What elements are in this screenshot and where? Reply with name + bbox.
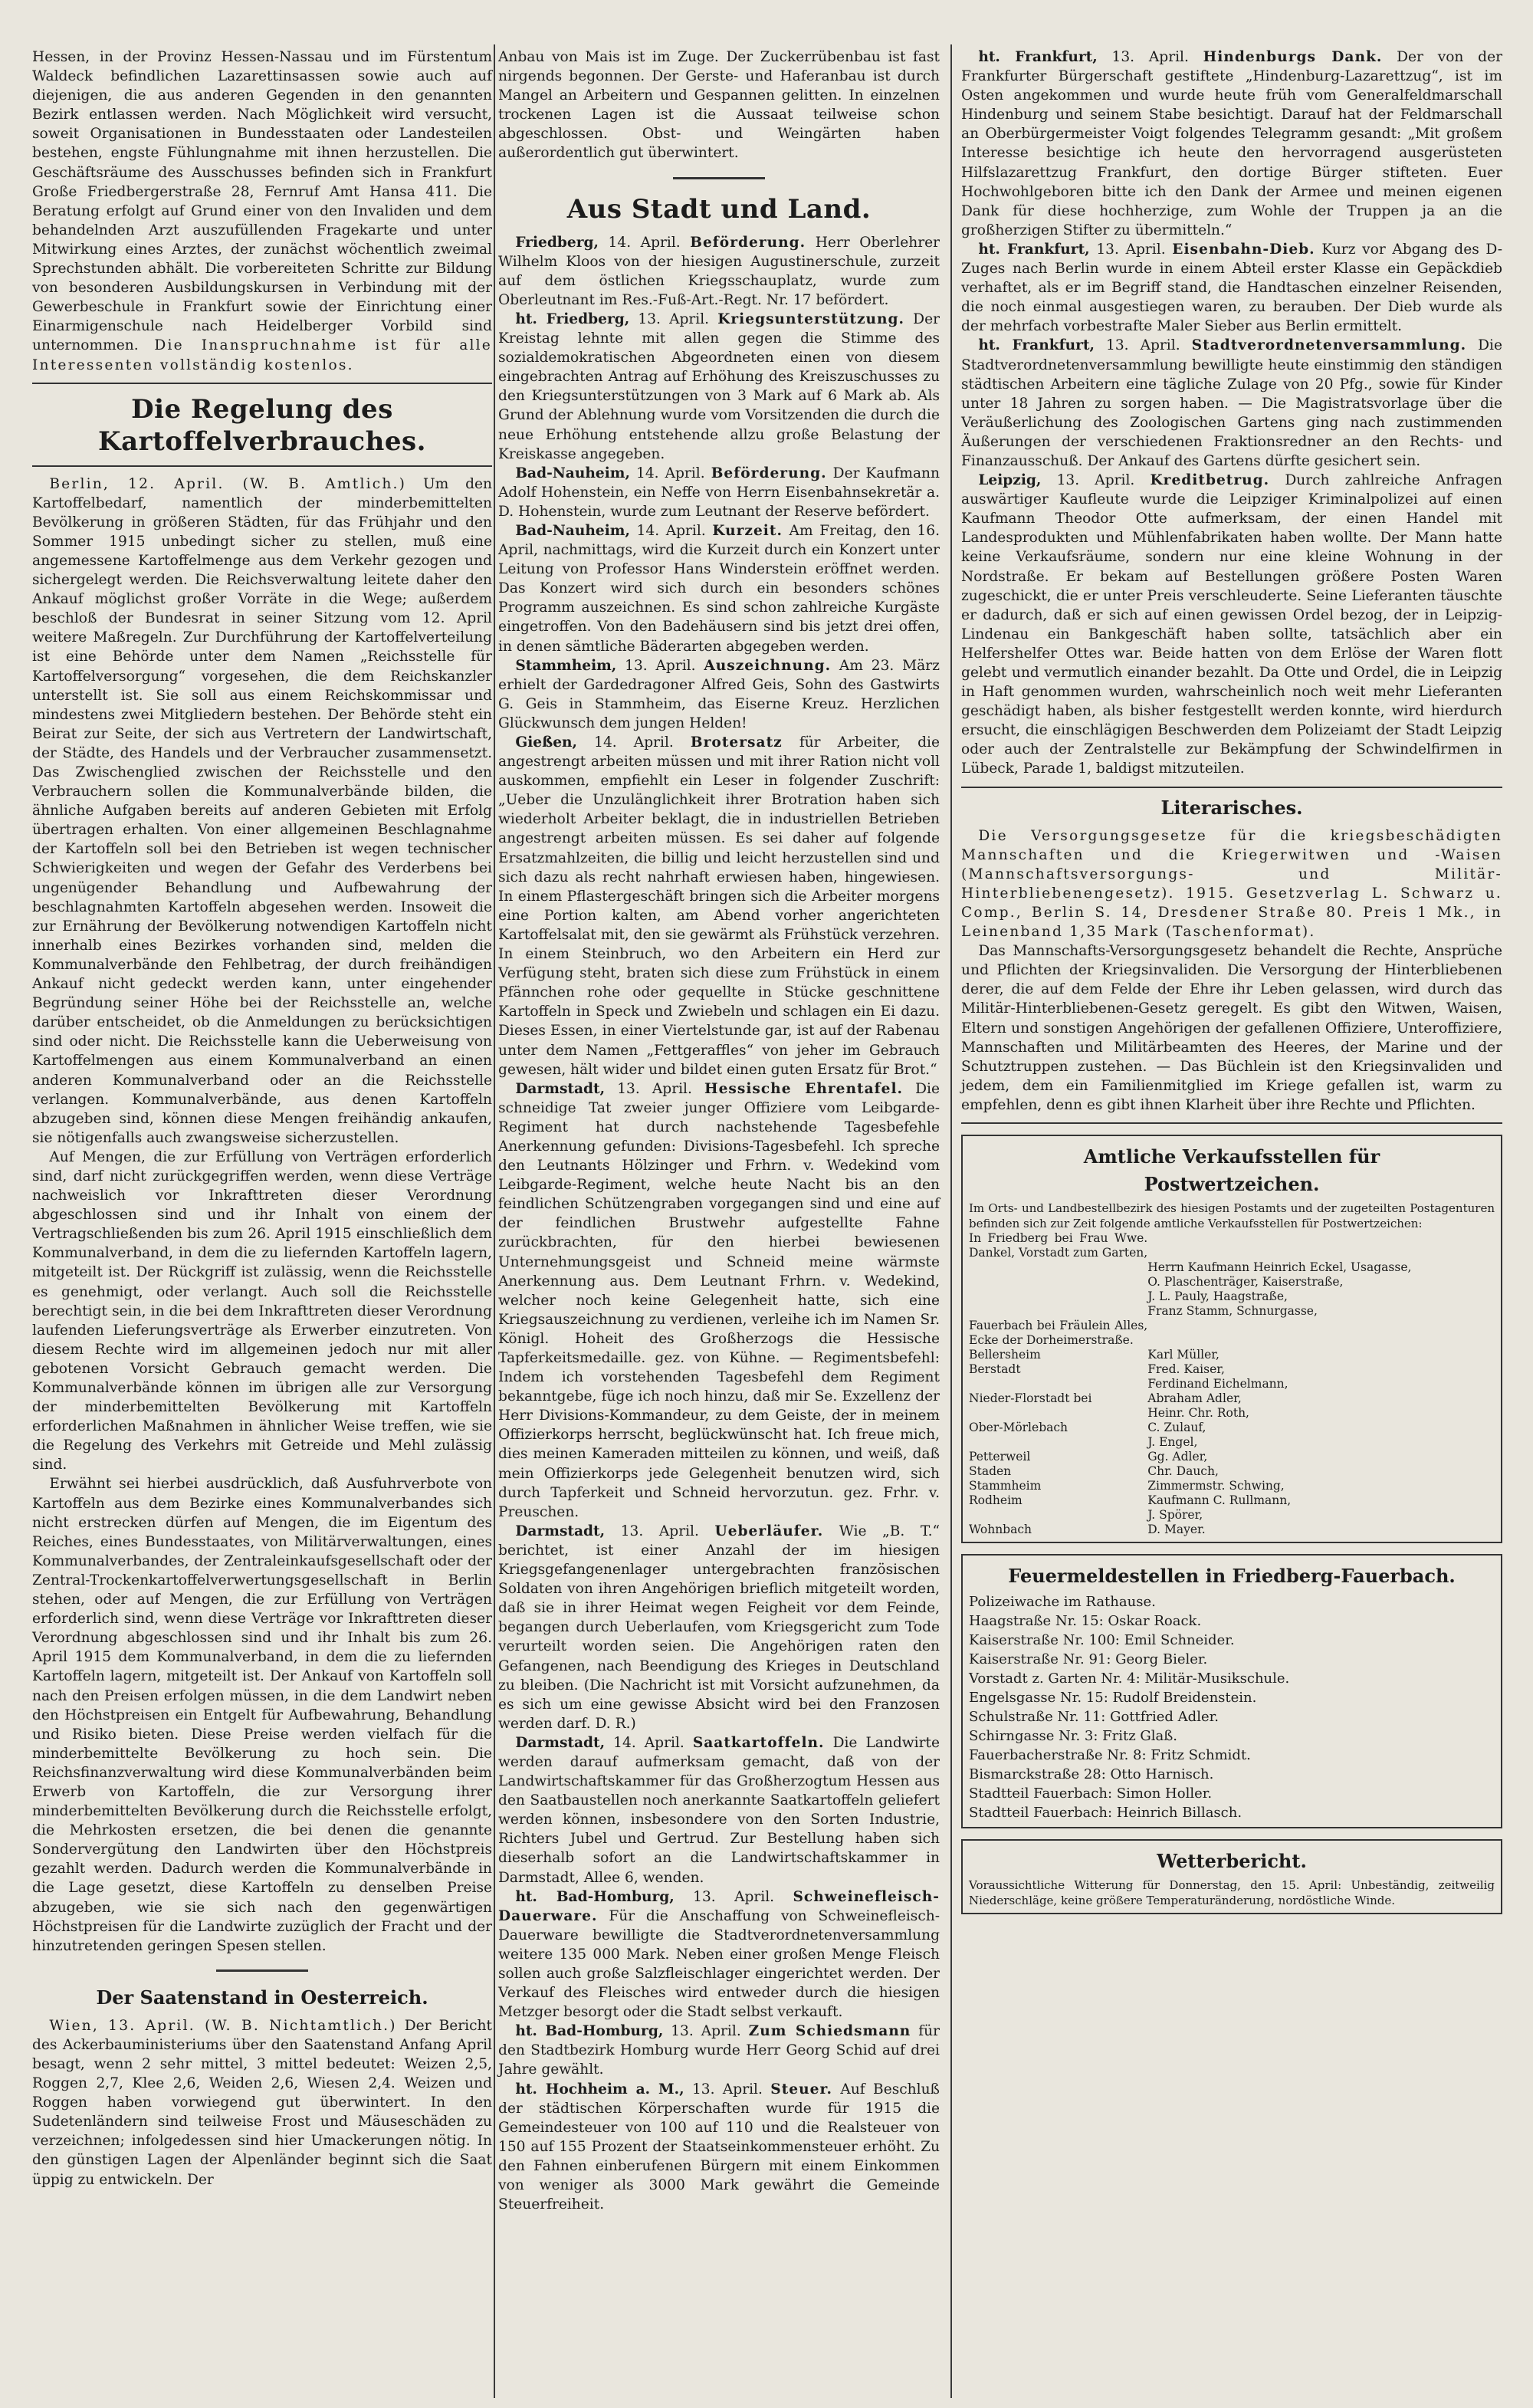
verkauf-row [969,1435,1495,1450]
news-item-text: Der Kaufmann Adolf Hohenstein, ein Neffe von Herrn Eisenbahnsekretär a. D. Hohenstein, wurde zum Leutnant der Reserve befördert. [498,465,940,520]
news-item-head: Eisenbahn-Dieb. [1172,241,1315,258]
news-item-head: Auszeichnung. [704,657,832,674]
feuer-list [969,1592,1495,1822]
verkauf-stelle: C. Zulauf, [1147,1420,1206,1434]
feuer-item: Engelsgasse Nr. 15: Rudolf Breidenstein. [969,1689,1257,1706]
news-item [498,1733,940,1887]
verkauf-stelle: Abraham Adler, [1147,1391,1242,1405]
news-item [498,2022,940,2079]
news-item-text: Auf Beschluß der städtischen Körperschaften wurde für 1915 die Gemeindesteuer von 100 auf 110 und die Realsteuer von 150 auf 155 Prozent der Staatseinkommensteuer erhöht. Zu den Fahnen einberufenen Bürgern mit einem Einkommen von weniger als 3000 Mark gewährt die Gemeinde Steuerfreiheit. [498,2081,940,2213]
news-item-place: Darmstadt, [515,1523,606,1539]
news-item-head: Brotersatz [690,734,783,751]
lit-paragraph: Das Mannschafts-Versorgungsgesetz behandelt die Rechte, Ansprüche und Pflichten der Kriegsinvaliden. Die Versorgung der Hinterbliebenen derer, die auf dem Felde der Ehre ihr Leben gelassen, wird durch das Militär-Hinterbliebenen-Gesetz geregelt. Es gibt den Witwen, Waisen, Eltern und sonstigen Angehörigen der gefallenen Offiziere, Unteroffiziere, Mannschaften und Militärbeamten des Heeres, der Marine und der Schutztruppen zustehen. — Das Büchlein ist den Kriegsinvaliden und jedem, dem ein Familienmitglied im Kriege gefallen ist, warm zu empfehlen, denn es gibt ihnen Klarheit über ihre Rechte und Pflichten. [961,943,1502,1113]
news-item-date: 13. April. [671,2023,741,2040]
news-item-place: Darmstadt, [515,1080,606,1097]
news-item-date: 13. April. [693,1888,775,1905]
news-item-place: Darmstadt, [515,1734,606,1751]
feuer-item: Stadtteil Fauerbach: Simon Holler. [969,1785,1213,1802]
verkauf-row [969,1508,1495,1523]
news-item-place: ht. Bad-Homburg, [515,1888,675,1905]
news-item [498,464,940,521]
verkauf-ort [969,1304,1147,1319]
verkauf-stelle [1147,1231,1495,1260]
news-item [961,240,1502,336]
verkauf-stelle [1147,1319,1495,1348]
verkauf-ort: In Friedberg bei Frau Wwe. Dankel, Vorstadt zum Garten, [969,1230,1148,1260]
verkauf-ort: Berstadt [969,1362,1021,1376]
verkauf-stelle: Kaufmann C. Rullmann, [1147,1493,1292,1507]
wetter-title: Wetterbericht. [1157,1849,1307,1872]
news-item-place: Bad-Nauheim, [515,522,630,539]
verkauf-row [969,1464,1495,1479]
news-item-text: für den Stadtbezirk Homburg wurde Herr Georg Schid auf drei Jahre gewählt. [498,2023,940,2078]
feuermeldestellen-box [961,1554,1502,1828]
verkauf-row [969,1450,1495,1464]
verkauf-row [969,1304,1495,1319]
intro-paragraph: Hessen, in der Provinz Hessen-Nassau und im Fürstentum Waldeck befindlichen Lazarettinsassen sowie auch auf diejenigen, die aus anderen Gegenden in den genannten Bezirk entlassen werden. Nach Möglichkeit wird versucht, soweit Organisationen in Bundesstaaten oder Landesteilen bestehen, engste Fühlungnahme mit ihnen herzustellen. Die Geschäftsräume des Ausschusses befinden sich in Frankfurt Große Friedbergerstraße 28, Fernruf Amt Hansa 411. Die Beratung erfolgt auf Grund einer von den Invaliden und dem behandelnden Arzt auszufüllenden Fragekarte und unter Mitwirkung eines Arztes, der zunächst wöchentlich zweimal Sprechstunden abhält. Die vorbereiteten Schritte zur Bildung von besonderen Ausbildungskursen in Verbindung mit der Gewerbeschule in Frankfurt sowie der Einrichtung einer Einarmigenschule nach Heidelberger Vorbild sind unternommen. Die Inanspruchnahme ist für alle Interessenten vollständig kostenlos. [32,49,492,373]
news-item-head: Ueberläufer. [714,1523,824,1539]
news-item-head: Kreditbetrug. [1150,472,1270,489]
news-item [498,521,940,656]
verkauf-row [969,1479,1495,1493]
news-item-date: 14. April. [613,1734,684,1751]
news-item-head: Hessische Ehrentafel. [704,1080,904,1097]
news-item [961,48,1502,240]
news-item-head: Beförderung. [690,234,806,251]
news-item-place: Stammheim, [515,657,617,674]
verkauf-title: Postwertzeichen. [1144,1172,1320,1195]
feuer-item: Schulstraße Nr. 11: Gottfried Adler. [969,1708,1219,1725]
news-item [961,471,1502,779]
verkauf-ort: Staden [969,1464,1012,1478]
news-item-date: 13. April. [1056,472,1135,489]
news-item-head: Stadtverordnetenversammlung. [1191,337,1467,354]
feuer-item: Kaiserstraße Nr. 91: Georg Bieler. [969,1651,1208,1667]
news-item-place: ht. Frankfurt, [978,241,1090,258]
news-item-text: Herr Oberlehrer Wilhelm Kloos von der hiesigen Augustinerschule, zurzeit auf dem östlichen Kriegsschauplatz, wurde zum Oberleutnant im Res.-Fuß-Art.-Regt. Nr. 17 befördert. [498,234,940,308]
news-item-date: 14. April. [608,234,681,251]
news-item-head: Schweinefleisch-Dauerware. [498,1888,940,1924]
news-item-date: 13. April. [620,1523,699,1539]
news-item-place: Gießen, [515,734,578,751]
verkauf-row [969,1391,1495,1406]
news-item-place: ht. Frankfurt, [978,49,1098,65]
news-item-text: Der von der Frankfurter Bürgerschaft gestiftete „Hindenburg-Lazarettzug“, ist im Osten angekommen und wurde heute früh vom Generalfeldmarschall Hindenburg und seinem Stabe besichtigt. Darauf hat der Feldmarschall an Oberbürgermeister Voigt folgendes Telegramm gesandt: „Mit großem Interesse besichtige ich heute den hervorragend ausgerüsteten Hilfslazarettzug Frankfurt, den dortige Bürger stifteten. Euer Hochwohlgeboren bitte ich den Dank der Armee und meinen eigenen Dank für diese hochherzige, zum Wohle der Truppen ja an die großherzigen Stifter zu übermitteln.“ [961,49,1502,238]
verkauf-stelle: Ferdinand Eichelmann, [1147,1376,1288,1391]
verkauf-row [969,1260,1495,1275]
news-item-date: 13. April. [1106,337,1180,354]
verkauf-stelle: Karl Müller, [1147,1347,1220,1362]
verkauf-row [969,1406,1495,1421]
column-2 [498,48,940,2214]
article-paragraph: Wien, 13. April. (W. B. Nichtamtlich.) Der Bericht des Ackerbauministeriums über den Saatenstand Anfang April besagt, wenn 2 sehr mittel, 3 mittel bedeutet: Weizen 2,5, Roggen 2,7, Klee 2,6, Weiden 2,6, Wiesen 2,4. Weizen und Roggen haben vorwiegend gut überwintert. In den Sudetenländern sind teilweise Frost und Mäuseschäden zu verzeichnen; infolgedessen sind hier Umackerungen nötig. In den günstigen Lagen der Alpenländer beginnt sich die Saat üppig zu entwickeln. Der [32,2017,492,2188]
news-item-text: Am 23. März erhielt der Gardedragoner Alfred Geis, Sohn des Gastwirts G. Geis in Stammheim, das Eiserne Kreuz. Herzlichen Glückwunsch dem jungen Helden! [498,657,940,731]
verkauf-row [969,1275,1495,1289]
verkauf-stelle: Fred. Kaiser, [1147,1362,1225,1376]
news-items [961,48,1502,779]
news-item-head: Zum Schiedsmann [748,2023,911,2040]
news-item-text: Die Landwirte werden darauf aufmerksam gemacht, daß von der Landwirtschaftskammer für das Großherzogtum Hessen aus den Saatbaustellen noch anerkannte Saatkartoffeln geliefert werden können, insbesondere von den Sorten Industrie, Richters Jubel und Gertrud. Zur Bestellung haben sich dieserhalb sofort an die Landwirtschaftskammer in Darmstadt, Allee 6, wenden. [498,1734,940,1886]
news-item-text: Der Kreistag lehnte mit allen gegen die Stimme des sozialdemokratischen Abgeordneten einen von diesem eingebrachten Antrag auf Erhöhung des Kreiszuschusses zu den Kriegsunterstützungen von 3 Mark auf 6 Mark ab. Als Grund der Ablehnung wurde vom Vorsitzenden die durch die neue Erhöhung entstehende allzu große Belastung der Kreiskasse angegeben. [498,310,940,462]
article-paragraph: Auf Mengen, die zur Erfüllung von Verträgen erforderlich sind, darf nicht zurückgegriffen werden, wenn diese Verträge nachweislich vor Inkrafttreten dieser Verordnung abgeschlossen sind und ihr Inhalt von einem der Vertragschließenden bis zum 26. April 1915 einschließlich dem Kommunalverband, in dem die zu liefernden Kartoffeln lagern, mitgeteilt ist. Der Rückgriff ist zulässig, wenn die Reichsstelle es genehmigt, oder verlangt. Auch soll die Reichsstelle berechtigt sein, in die bei dem Inkrafttreten dieser Verordnung laufenden Lieferungsverträge als Erwerber einzutreten. Von diesem Rechte wird im allgemeinen jedoch nur mit aller gebotenen Vorsicht Gebrauch gemacht werden. Die Kommunalverbände können im übrigen alle zur Versorgung der minderbemittelten Bevölkerung mit Kartoffeln erforderlichen Maßnahmen in ähnlicher Weise treffen, wie sie die Regelung des Verkehrs mit Getreide und Mehl zulässig sind. [32,1148,492,1473]
news-item-date: 13. April. [638,310,710,327]
verkauf-stelle: Chr. Dauch, [1147,1464,1219,1478]
news-item-head: Kriegsunterstützung. [717,310,905,327]
verkauf-row [969,1319,1495,1348]
news-item-text: Wie „B. T.“ berichtet, ist einer Anzahl der im hiesigen Kriegsgefangenenlager untergebrachten französischen Soldaten von ihren Angehörigen brieflich mitgeteilt worden, daß sie in ihrer Heimat wegen Feigheit vor dem Feinde, begangen durch Ueberlaufen, vom Kriegsgericht zum Tode verurteilt worden seien. Die Angehörigen raten den Gefangenen, nach Beendigung des Krieges in Deutschland zu bleiben. (Die Nachricht ist mit Vorsicht aufzunehmen, da es sich um eine gewisse Absicht wird bei den Franzosen werden darf. D. R.) [498,1523,940,1732]
news-item [498,656,940,733]
news-item-text: Kurz vor Abgang des D-Zuges nach Berlin wurde in einem Abteil erster Klasse ein Gepäckdieb verhaftet, als er im Begriff stand, die Handtaschen einzelner Reisenden, die noch einmal ausgestiegen waren, zu berauben. Der Dieb wurde als der mehrfach vorbestrafte Maler Sieber aus Berlin ermittelt. [961,241,1502,335]
headline-stadt-land: Aus Stadt und Land. [566,193,872,225]
feuer-item: Haagstraße Nr. 15: Oskar Roack. [969,1612,1202,1629]
news-items [498,233,940,2215]
news-item-place: ht. Friedberg, [515,310,630,327]
news-item-head: Beförderung. [711,465,827,481]
verkauf-row [969,1231,1495,1260]
news-item-head: Hindenburgs Dank. [1203,49,1383,65]
column-3 [961,48,1502,1925]
verkauf-ort [969,1508,1147,1523]
verkauf-stelle: J. L. Pauly, Haagstraße, [1147,1289,1288,1303]
news-item [498,1887,940,2022]
article-paragraph: Berlin, 12. April. (W. B. Amtlich.) Um den Kartoffelbedarf, namentlich der minderbemittelten Bevölkerung in größeren Städten, für das Frühjahr und den Sommer 1915 unbedingt sicher zu stellen, muß eine angemessene Kartoffelmenge aus dem Verkehr gezogen und sichergelegt werden. Die Reichsverwaltung leitete daher den Ankauf möglichst großer Vorräte in die Wege; außerdem beschloß der Bundesrat in seiner Sitzung vom 12. April weitere Maßregeln. Zur Durchführung der Kartoffelverteilung ist eine Behörde unter dem Namen „Reichsstelle für Kartoffelversorgung“ vorgesehen, die dem Reichskanzler unterstellt ist. Sie soll aus einem Reichskommissar und mindestens zwei Mitgliedern bestehen. Der Behörde steht ein Beirat zur Seite, der sich aus Vertretern der Landwirtschaft, der Städte, des Handels und der Verbraucher zusammensetzt. Das Zwischenglied zwischen der Reichsstelle und den Verbrauchern sollen die Kommunalverbände bilden, die ähnliche Aufgaben bereits auf anderen Gebieten mit Erfolg übertragen erhalten. Von einer allgemeinen Beschlagnahme der Kartoffeln soll bei den Betrieben ist wegen technischer Schwierigkeiten und wegen der Gefahr des Verderbens bei ungenügender Behandlung und Aufbewahrung der beschlagnahmten Kartoffeln abgesehen werden. Insoweit die zur Ernährung der Bevölkerung notwendigen Kartoffeln nicht innerhalb eines Bezirkes vorhanden sind, melden die Kommunalverbände den Fehlbetrag, der durch freihändigen Ankauf nicht gedeckt werden kann, unter eingehender Begründung seiner Höhe bei der Reichsstelle an, welche darüber entscheidet, ob die Anmeldungen zu berücksichtigen sind oder nicht. Die Reichsstelle kann die Ueberweisung von Kartoffelmengen aus einem Kommunalverband an einen anderen Kommunalverband oder an die Reichsstelle verlangen. Kommunalverbände, aus denen Kartoffeln abzugeben sind, können diese Mengen freihändig ankaufen, sie nötigenfalls auch zwangsweise sicherzustellen. [32,475,492,1146]
verkauf-title: Amtliche Verkaufsstellen für [1083,1145,1380,1168]
verkauf-ort [969,1406,1147,1421]
news-item-place: Friedberg, [515,234,599,251]
verkauf-ort [969,1260,1147,1275]
verkauf-ort: Ober-Mörlebach [969,1420,1069,1434]
verkauf-row [969,1348,1495,1362]
feuer-item: Fauerbacherstraße Nr. 8: Fritz Schmidt. [969,1746,1251,1763]
news-item-date: 13. April. [1111,49,1189,65]
verkauf-ort: Bellersheim [969,1347,1041,1362]
news-item-date: 13. April. [691,2081,763,2098]
verkauf-ort: Rodheim [969,1493,1023,1507]
column-rule [494,44,495,2398]
news-item-text: Für die Anschaffung von Schweinefleisch-Dauerware bewilligte die Stadtverordnetenversammlung weitere 135 000 Mark. Neben einer großen Menge Fleisch sollen auch große Salzfleischlager eingerichtet werden. Der Verkauf des Fleisches wird entweder durch die hiesigen Metzger besorgt oder die Stadt selbst verkauft. [498,1907,940,2021]
news-item-text: Am Freitag, den 16. April, nachmittags, wird die Kurzeit durch ein Konzert unter Leitung von Professor Hans Winderstein eröffnet werden. Das Konzert wird sich durch ein besonders schönes Programm auszeichnen. Es sind schon zahlreiche Kurgäste eingetroffen. Von den Badehäusern sind bis jetzt drei offen, in denen sämtliche Bäderarten abgegeben werden. [498,522,940,655]
news-item-date: 14. April. [594,734,674,751]
verkauf-row [969,1421,1495,1435]
verkauf-intro: Im Orts- und Landbestellbezirk des hiesigen Postamts und der zugeteilten Postagenturen befinden sich zur Zeit folgende amtliche Verkaufsstellen für Postwertzeichen: [969,1201,1495,1230]
verkauf-ort: Nieder-Florstadt bei [969,1391,1092,1405]
feuer-item: Polizeiwache im Rathause. [969,1593,1156,1610]
verkauf-row [969,1493,1495,1508]
news-item-place: ht. Frankfurt, [978,337,1095,354]
column-1 [32,48,492,2190]
verkauf-row [969,1377,1495,1391]
feuer-item: Bismarckstraße 28: Otto Harnisch. [969,1766,1214,1782]
verkauf-ort: Wohnbach [969,1522,1032,1536]
news-item-place: ht. Hochheim a. M., [515,2081,684,2098]
news-item-head: Steuer. [770,2081,833,2098]
feuer-item: Vorstadt z. Garten Nr. 4: Militär-Musikschule. [969,1670,1290,1687]
news-item-text: Durch zahlreiche Anfragen auswärtiger Kaufleute wurde die Leipziger Kriminalpolizei auf einen Kaufmann Theodor Otte aufmerksam, der einen Handel mit Landesprodukten und Mühlenfabrikaten haben wollte. Der Mann hatte keine Verkaufsräume, sondern nur eine kleine Wohnung in der Nordstraße. Er bekam auf Bestellungen größere Posten Waren zugeschickt, die er unter Preis verschleuderte. Seine Lieferanten täuschte er dadurch, daß er sich auf einen gewissen Ordel bezog, der in Leipzig-Lindenau ein Bankgeschäft haben sollte, tatsächlich aber ein Helfershelfer Ottes war. Beide hatten von dem Erlöse der Waren flott gelebt und vermutlich einander bezahlt. Da Otte und Ordel, die in Leipzig in Haft genommen wurden, wahrscheinlich noch weit mehr Lieferanten geschädigt haben, als bisher festgestellt werden konnte, wird hierdurch ersucht, die einschlägigen Beschwerden dem Polizeiamt der Stadt Leipzig oder auch der Zentralstelle zur Bekämpfung der Schwindelfirmen in Lübeck, Parade 1, baldigst mitzuteilen. [961,472,1502,777]
feuer-item: Stadtteil Fauerbach: Heinrich Billasch. [969,1804,1242,1821]
feuer-title: Feuermeldestellen in Friedberg-Fauerbach. [1008,1564,1456,1587]
verkauf-row [969,1289,1495,1304]
headline-kartoffel: Die Regelung des Kartoffelverbrauches. [98,393,426,457]
verkauf-ort: Fauerbach bei Fräulein Alles, Ecke der Dorheimerstraße. [969,1318,1148,1347]
verkauf-stelle: J. Spörer, [1147,1507,1203,1522]
verkaufsstellen-box [961,1135,1502,1543]
verkauf-row [969,1362,1495,1377]
column-rule [950,44,952,2398]
news-item-place: ht. Bad-Homburg, [515,2023,664,2040]
feuer-item: Kaiserstraße Nr. 100: Emil Schneider. [969,1631,1235,1648]
news-item-text: Die schneidige Tat zweier junger Offiziere vom Leibgarde-Regiment hat durch nachstehende Tagesbefehle Anerkennung gefunden: Divisions-Tagesbefehl. Ich spreche den Leutnants Hölzinger und Frhrn. v. Wedekind vom Leibgarde-Regiment, welche heute Nacht bis an den feindlichen Schützengraben vorgegangen sind und eine auf der feindlichen Brustwehr aufgestellte Fahne zurückbrachten, für den hierbei bewiesenen Unternehmungsgeist und Schneid meine wärmste Anerkennung aus. Dem Leutnant Frhrn. v. Wedekind, welcher noch keine Gelegenheit hatte, sich eine Kriegsauszeichnung zu verdienen, verleihe ich im Namen Sr. Königl. Hoheit des Großherzogs die Hessische Tapferkeitsmedaille. gez. von Kühne. — Regimentsbefehl: Indem ich vorstehenden Tagesbefehl dem Regiment bekanntgebe, füge ich noch hinzu, daß mir Se. Exzellenz der Herr Divisions-Kommandeur, zu dem Geiste, der in meinem Offizierkorps herrscht, beglückwünscht hat. Ich freue mich, dies meinen Kameraden mitteilen zu können, und weiß, daß mein Offizierkorps jede Gelegenheit benutzen wird, sich durch Tapferkeit und Schneid hervorzutun. gez. Frhr. v. Preuschen. [498,1080,940,1520]
news-item-text: für Arbeiter, die angestrengt arbeiten müssen und mit ihrer Ration nicht voll auskommen, empfiehlt ein Leser in folgender Zuschrift: „Ueber die Unzulänglichkeit ihrer Brotration haben sich wiederholt Arbeiter beklagt, die in industriellen Betrieben angestrengt arbeiten müssen. Es sei daher auf folgende Ersatzmahlzeiten, die billig und leicht herzustellen sind und sich dazu als recht nahrhaft erwiesen haben, hingewiesen. In einem Pflastergeschäft bringen sich die Arbeiter morgens eine Portion kalten, am Abend vorher angerichteten Kartoffelsalat mit, den sie gewärmt als Frühstück verzehren. In einem Steinbruch, wo den Arbeitern ein Herd zur Verfügung steht, braten sich diese zum Frühstück in einem Pfännchen rohe oder gequellte in Stücke geschnittene Kartoffeln in Speck und Zwiebeln und schlagen ein Ei dazu. Dieses Essen, in einer Viertelstunde gar, ist auf der Rabenau unter dem Namen „Fettgeraffles“ von jeher im Gebrauch gewesen, hält wider und bildet einen guten Ersatz für Brot.“ [498,734,940,1078]
verkauf-list [969,1231,1495,1537]
verkauf-ort: Stammheim [969,1478,1042,1493]
article-paragraph: Erwähnt sei hierbei ausdrücklich, daß Ausfuhrverbote von Kartoffeln aus dem Bezirke eines Kommunalverbandes sich nicht erstrecken dürfen auf Mengen, die im Eigentum des Reiches, eines Bundesstaates, von Militärverwaltungen, eines Kommunalverbandes, der Zentraleinkaufsgesellschaft oder der Zentral-Trockenkartoffelverwertungsgesellschaft in Berlin stehen, oder auf Mengen, die zur Erfüllung von Verträgen erforderlich sind, wenn diese Verträge vor Inkrafttreten dieser Verordnung abgeschlossen sind und ihr Inhalt bis zum 26. April 1915 dem Kommunalverband, in dem die zu liefernden Kartoffeln lagern, mitgeteilt ist. Der Ankauf von Kartoffeln soll nach den Preisen erfolgen müssen, in die dem Landwirt neben den Höchstpreisen ein Entgelt für Aufbewahrung, Behandlung und Risiko bieten. Diese Preise werden vielfach für die minderbemittelte Bevölkerung zu hoch sein. Die Reichsfinanzverwaltung wird diese Kommunalverbänden beim Erwerb von Kartoffeln, die zur Versorgung ihrer minderbemittelten Bevölkerung durch die Reichsstelle erfolgt, die Mehrkosten ersetzen, die bei denen die genannte Sondervergütung den Landwirten über den Höchstpreis gezahlt werden. Dadurch werden die Kommunalverbände in die Lage gesetzt, diese Kartoffeln zu denselben Preise abzugeben, wie sie sich nach den gegenwärtigen Höchstpreisen für die Landwirte zuzüglich der Fracht und der hinzutretenden geringen Spesen stellen. [32,1476,492,1954]
headline-literarisches: Literarisches. [1160,796,1303,819]
wetterbericht-box [961,1839,1502,1914]
news-item [498,2080,940,2215]
verkauf-ort [969,1435,1147,1450]
news-item-date: 14. April. [636,522,706,539]
news-item [498,1522,940,1733]
news-item-date: 13. April. [617,1080,692,1097]
lit-paragraph: Die Versorgungsgesetze für die kriegsbeschädigten Mannschaften und die Kriegerwitwen und -Waisen (Mannschaftsversorgungs- und Militär-Hinterbliebenengesetz). 1915. Gesetzverlag L. Schwarz u. Comp., Berlin S. 14, Dresdener Straße 80. Preis 1 Mk., in Leinenband 1,35 Mark (Taschenformat). [961,827,1502,941]
feuer-item: Schirngasse Nr. 3: Fritz Glaß. [969,1727,1178,1744]
verkauf-ort: Petterweil [969,1449,1031,1464]
verkauf-stelle: D. Mayer. [1147,1522,1206,1536]
article-paragraph: Anbau von Mais ist im Zuge. Der Zuckerrübenbau ist fast nirgends begonnen. Der Gerste- und Haferanbau ist durch Mangel an Arbeitern und Gespannen gelitten. In einzelnen trockenen Lagen ist die Aussaat teilweise schon abgeschlossen. Obst- und Weingärten haben außerordentlich gut überwintert. [498,49,940,162]
verkauf-ort [969,1377,1147,1391]
verkauf-stelle: Franz Stamm, Schnurgasse, [1147,1303,1318,1318]
wetter-text: Voraussichtliche Witterung für Donnerstag, den 15. April: Unbeständig, zeitweilig Niederschläge, keine größere Temperaturänderung, nordöstliche Winde. [969,1877,1495,1907]
news-item-text: Die Stadtverordnetenversammlung bewilligte heute einstimmig den ständigen städtischen Arbeitern eine tägliche Zulage von 20 Pfg., sowie für Kinder unter 18 Jahren zu sorgen haben. — Die Magistratsvorlage über die Veräußerlichung des Zoologischen Gartens ging nach zustimmenden Äußerungen der verschiedenen Fraktionsredner an den Rechts- und Finanzausschuß. Der Ankauf des Gartens dürfte gesichert sein. [961,337,1502,469]
news-item [961,336,1502,471]
news-item [498,733,940,1079]
verkauf-stelle: O. Plaschenträger, Kaiserstraße, [1147,1274,1344,1289]
news-item-head: Kurzeit. [712,522,783,539]
verkauf-ort [969,1289,1147,1304]
verkauf-row [969,1523,1495,1537]
verkauf-stelle: Gg. Adler, [1147,1449,1208,1464]
news-item [498,233,940,310]
news-item [498,310,940,464]
verkauf-stelle: Zimmermstr. Schwing, [1147,1478,1285,1493]
verkauf-stelle: Heinr. Chr. Roth, [1147,1405,1249,1420]
news-item-date: 14. April. [635,465,705,481]
news-item-place: Bad-Nauheim, [515,465,630,481]
news-item-date: 13. April. [1096,241,1166,258]
verkauf-stelle: Herrn Kaufmann Heinrich Eckel, Usagasse, [1147,1260,1412,1274]
news-item-date: 13. April. [625,657,696,674]
news-item-place: Leipzig, [978,472,1042,489]
verkauf-ort [969,1275,1147,1289]
news-item-head: Saatkartoffeln. [692,1734,825,1751]
headline-saaten: Der Saatenstand in Oesterreich. [96,1986,428,2009]
news-item [498,1079,940,1522]
verkauf-stelle: J. Engel, [1147,1434,1198,1449]
